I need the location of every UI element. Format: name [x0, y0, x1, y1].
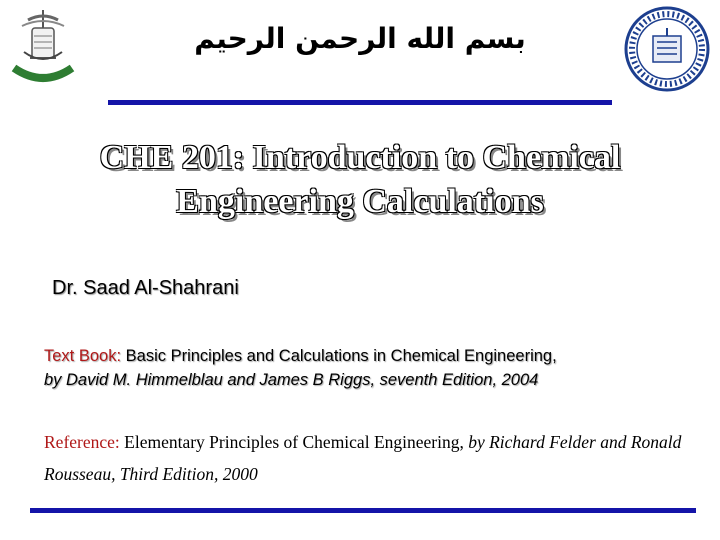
instructor-name: Dr. Saad Al-Shahrani — [52, 277, 239, 299]
course-title — [0, 136, 720, 224]
reference-citation — [44, 426, 694, 490]
textbook-line-1 — [44, 344, 694, 368]
reference-authors: by Richard Felder and Ronald Rousseau, Third Edition, 2000 — [44, 432, 682, 484]
reference-label: Reference: — [44, 432, 120, 452]
textbook-authors: by David M. Himmelblau and James B Riggs, seventh Edition, 2004 — [44, 371, 539, 389]
reference-title: Elementary Principles of Chemical Engineering, — [119, 432, 469, 452]
course-title-line-2: Engineering Calculations — [176, 183, 544, 220]
university-emblem-icon — [10, 6, 76, 88]
textbook-label: Text Book: — [44, 347, 122, 365]
textbook-citation — [44, 344, 694, 392]
textbook-title: Basic Principles and Calculations in Chemical Engineering, — [121, 347, 557, 365]
bottom-divider — [30, 508, 696, 513]
department-seal-icon — [624, 6, 710, 92]
basmala-text: بسم الله الرحمن الرحيم — [194, 22, 526, 55]
top-divider — [108, 100, 612, 105]
course-title-line-1: CHE 201: Introduction to Chemical — [99, 139, 621, 176]
